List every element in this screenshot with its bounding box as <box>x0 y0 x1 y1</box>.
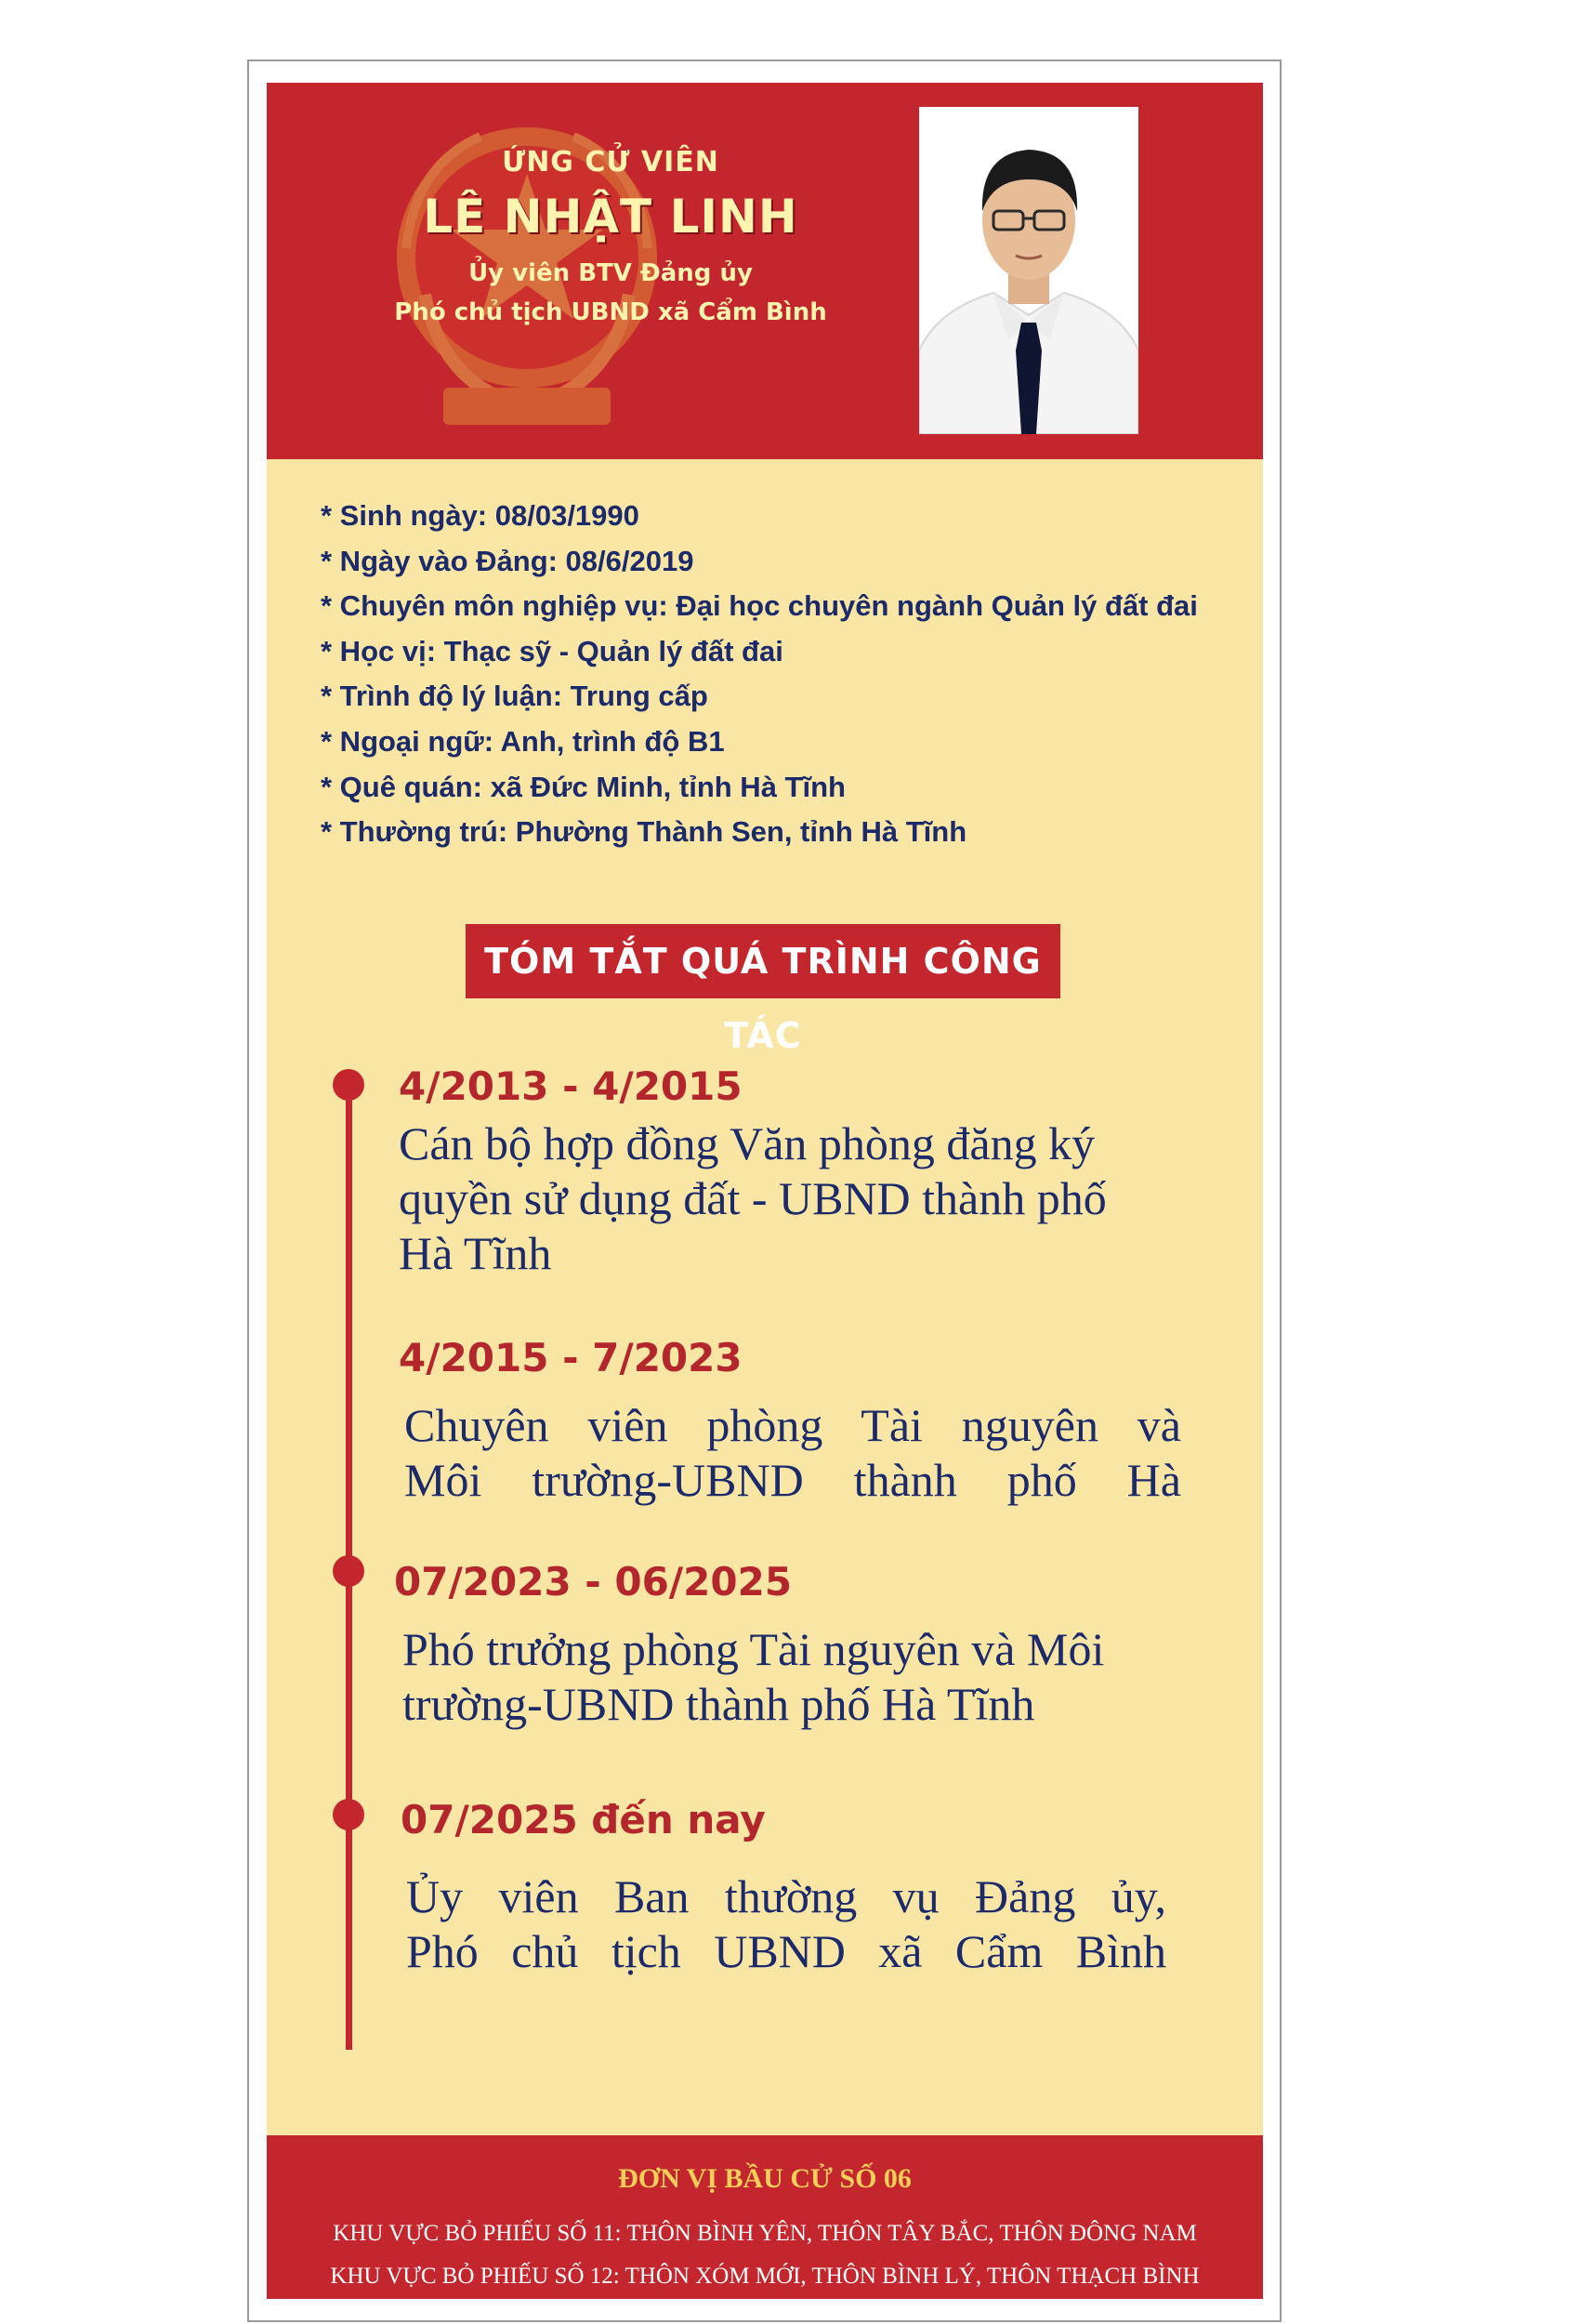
timeline-description <box>406 1869 1166 1979</box>
role-title: ỨNG CỬ VIÊN <box>502 146 719 178</box>
timeline-period: 07/2025 đến nay <box>401 1797 766 1842</box>
timeline-description <box>399 1116 1181 1281</box>
info-birth-date: * Sinh ngày: 08/03/1990 <box>321 499 639 532</box>
timeline-description-line: Chuyên viên phòng Tài nguyên và <box>404 1399 1181 1451</box>
timeline-dot <box>333 1069 364 1101</box>
timeline-description-line: Hà Tĩnh <box>399 1227 552 1279</box>
timeline-period: 4/2013 - 4/2015 <box>399 1063 743 1109</box>
timeline-description-line: Môi trường-UBND thành phố Hà <box>404 1454 1181 1506</box>
info-residence: * Thường trú: Phường Thành Sen, tỉnh Hà Tĩnh <box>321 815 967 849</box>
electoral-unit: ĐƠN VỊ BẦU CỬ SỐ 06 <box>618 2163 912 2194</box>
timeline-description-line: Ủy viên Ban thường vụ Đảng ủy, <box>406 1870 1166 1922</box>
info-party-date: * Ngày vào Đảng: 08/6/2019 <box>321 544 694 577</box>
voting-area-11: KHU VỰC BỎ PHIẾU SỐ 11: THÔN BÌNH YÊN, THÔN TÂY BẮC, THÔN ĐÔNG NAM <box>333 2221 1197 2246</box>
candidate-portrait <box>919 107 1138 434</box>
timeline-description <box>404 1398 1181 1508</box>
candidate-poster <box>267 83 1263 2299</box>
timeline-description <box>402 1622 1185 1732</box>
info-degree: * Học vị: Thạc sỹ - Quản lý đất đai <box>321 634 783 667</box>
timeline-description-line: quyền sử dụng đất - UBND thành phố <box>399 1172 1107 1224</box>
poster-footer <box>267 2135 1263 2299</box>
position-line-2: Phó chủ tịch UBND xã Cẩm Bình <box>394 297 827 326</box>
poster-header <box>267 83 1263 459</box>
timeline-period: 07/2023 - 06/2025 <box>394 1559 793 1604</box>
portrait-illustration <box>919 107 1138 434</box>
info-specialty: * Chuyên môn nghiệp vụ: Đại học chuyên ngành Quản lý đất đai <box>321 589 1198 623</box>
timeline-dot <box>333 1555 364 1587</box>
info-foreign-language: * Ngoại ngữ: Anh, trình độ B1 <box>321 724 725 758</box>
timeline-description-line: Cán bộ hợp đồng Văn phòng đăng ký <box>399 1117 1096 1169</box>
timeline-description-line: Phó trưởng phòng Tài nguyên và Môi <box>402 1623 1105 1675</box>
timeline-dot <box>333 1799 364 1830</box>
work-history-heading: TÓM TẮT QUÁ TRÌNH CÔNG TÁC <box>466 924 1060 998</box>
info-hometown: * Quê quán: xã Đức Minh, tỉnh Hà Tĩnh <box>321 770 846 803</box>
header-text-block <box>322 146 899 332</box>
info-political-theory: * Trình độ lý luận: Trung cấp <box>321 680 708 713</box>
voting-area-12: KHU VỰC BỎ PHIẾU SỐ 12: THÔN XÓM MỚI, THÔN BÌNH LÝ, THÔN THẠCH BÌNH <box>330 2264 1200 2289</box>
position-line-1: Ủy viên BTV Đảng ủy <box>468 259 753 287</box>
timeline-description-line: trường-UBND thành phố Hà Tĩnh <box>402 1678 1035 1730</box>
timeline-description-line: Phó chủ tịch UBND xã Cẩm Bình <box>406 1925 1166 1977</box>
personal-info-list <box>321 494 1231 855</box>
timeline-period: 4/2015 - 7/2023 <box>399 1335 743 1380</box>
candidate-name: LÊ NHẬT LINH <box>423 190 798 244</box>
